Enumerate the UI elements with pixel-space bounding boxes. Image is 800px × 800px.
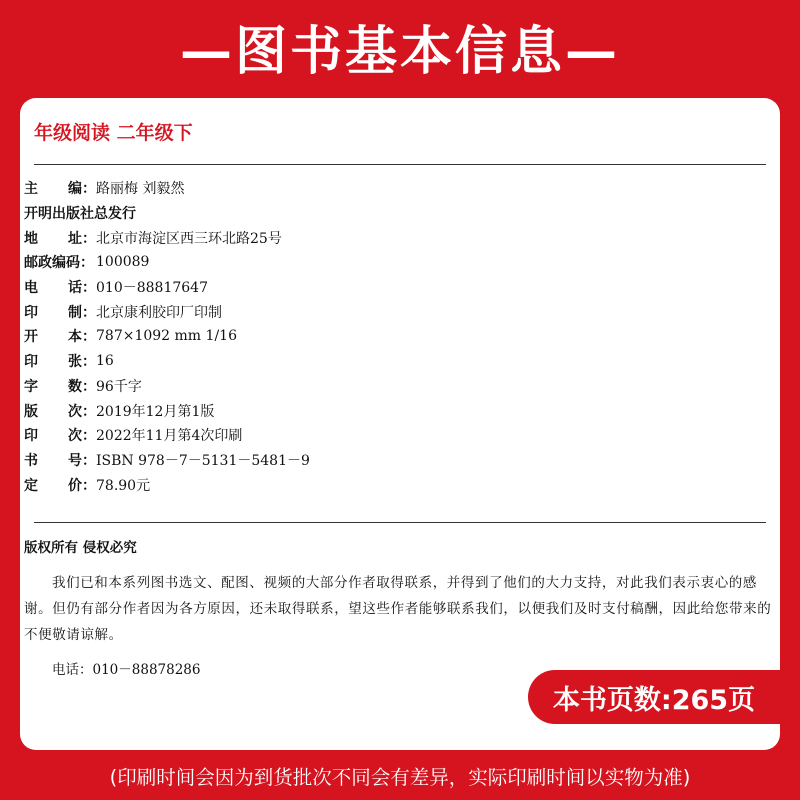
info-label: 电 话：: [24, 280, 96, 297]
info-value: ISBN 978－7－5131－5481－9: [96, 452, 310, 469]
info-label: 定 价：: [24, 477, 96, 494]
info-value: 96千字: [96, 378, 142, 395]
info-value: 787×1092 mm 1/16: [96, 328, 237, 345]
info-row-price: [24, 472, 544, 497]
info-value: 100089: [96, 254, 150, 271]
info-label: 地 址：: [24, 230, 96, 247]
info-label: 印 次：: [24, 428, 96, 445]
info-row-format: [24, 324, 544, 349]
info-row-wordcount: [24, 374, 544, 399]
info-row-isbn: [24, 448, 544, 473]
info-value: 16: [96, 353, 114, 370]
info-row-postcode: [24, 250, 544, 275]
info-value: 78.90元: [96, 477, 151, 494]
info-row-phone: [24, 275, 544, 300]
copyright-note: [24, 536, 774, 678]
info-row-editor: [24, 176, 544, 201]
info-label: 邮政编码：: [24, 255, 94, 272]
info-label: 开明出版社总发行: [24, 206, 136, 223]
info-value: 北京市海淀区西三环北路25号: [96, 230, 282, 247]
info-label: 版 次：: [24, 403, 96, 420]
info-value: 2022年11月第4次印刷: [96, 428, 243, 445]
publication-info: [24, 176, 544, 497]
info-row-edition: [24, 398, 544, 423]
info-value: 路丽梅 刘毅然: [96, 181, 185, 198]
info-row-printing: [24, 423, 544, 448]
section-heading: 年级阅读 二年级下: [34, 122, 193, 144]
info-label: 开 本：: [24, 329, 96, 346]
banner-title: —图书基本信息—: [179, 21, 620, 82]
divider-top: [34, 164, 766, 165]
info-row-publisher: [24, 201, 544, 226]
info-row-printer: [24, 299, 544, 324]
book-info-card: [20, 98, 780, 750]
footer-note: (印刷时间会因为到货批次不同会有差异，实际印刷时间以实物为准): [109, 766, 691, 789]
divider-middle: [34, 522, 766, 523]
info-value: 010－88817647: [96, 280, 208, 297]
copyright-paragraph: 我们已和本系列图书选文、配图、视频的大部分作者取得联系，并得到了他们的大力支持，对此我们表示衷心的感谢。但仍有部分作者因为各方原因，还未取得联系，望这些作者能够联系我们，以便我们及时支付稿酬，因此给您带来的不便敬请谅解。: [24, 575, 772, 643]
info-row-sheets: [24, 349, 544, 374]
info-label: 印 制：: [24, 304, 96, 321]
info-label: 印 张：: [24, 354, 96, 371]
info-value: 2019年12月第1版: [96, 403, 215, 420]
info-label: 书 号：: [24, 452, 96, 469]
page-count-badge: 本书页数:265页: [528, 670, 780, 724]
info-label: 主 编：: [24, 181, 96, 198]
info-value: 北京康利胶印厂印制: [96, 304, 222, 321]
copyright-phone: 电话：010－88878286: [52, 662, 201, 678]
info-label: 字 数：: [24, 378, 96, 395]
info-row-address: [24, 225, 544, 250]
copyright-rights: 版权所有 侵权必究: [24, 540, 137, 556]
